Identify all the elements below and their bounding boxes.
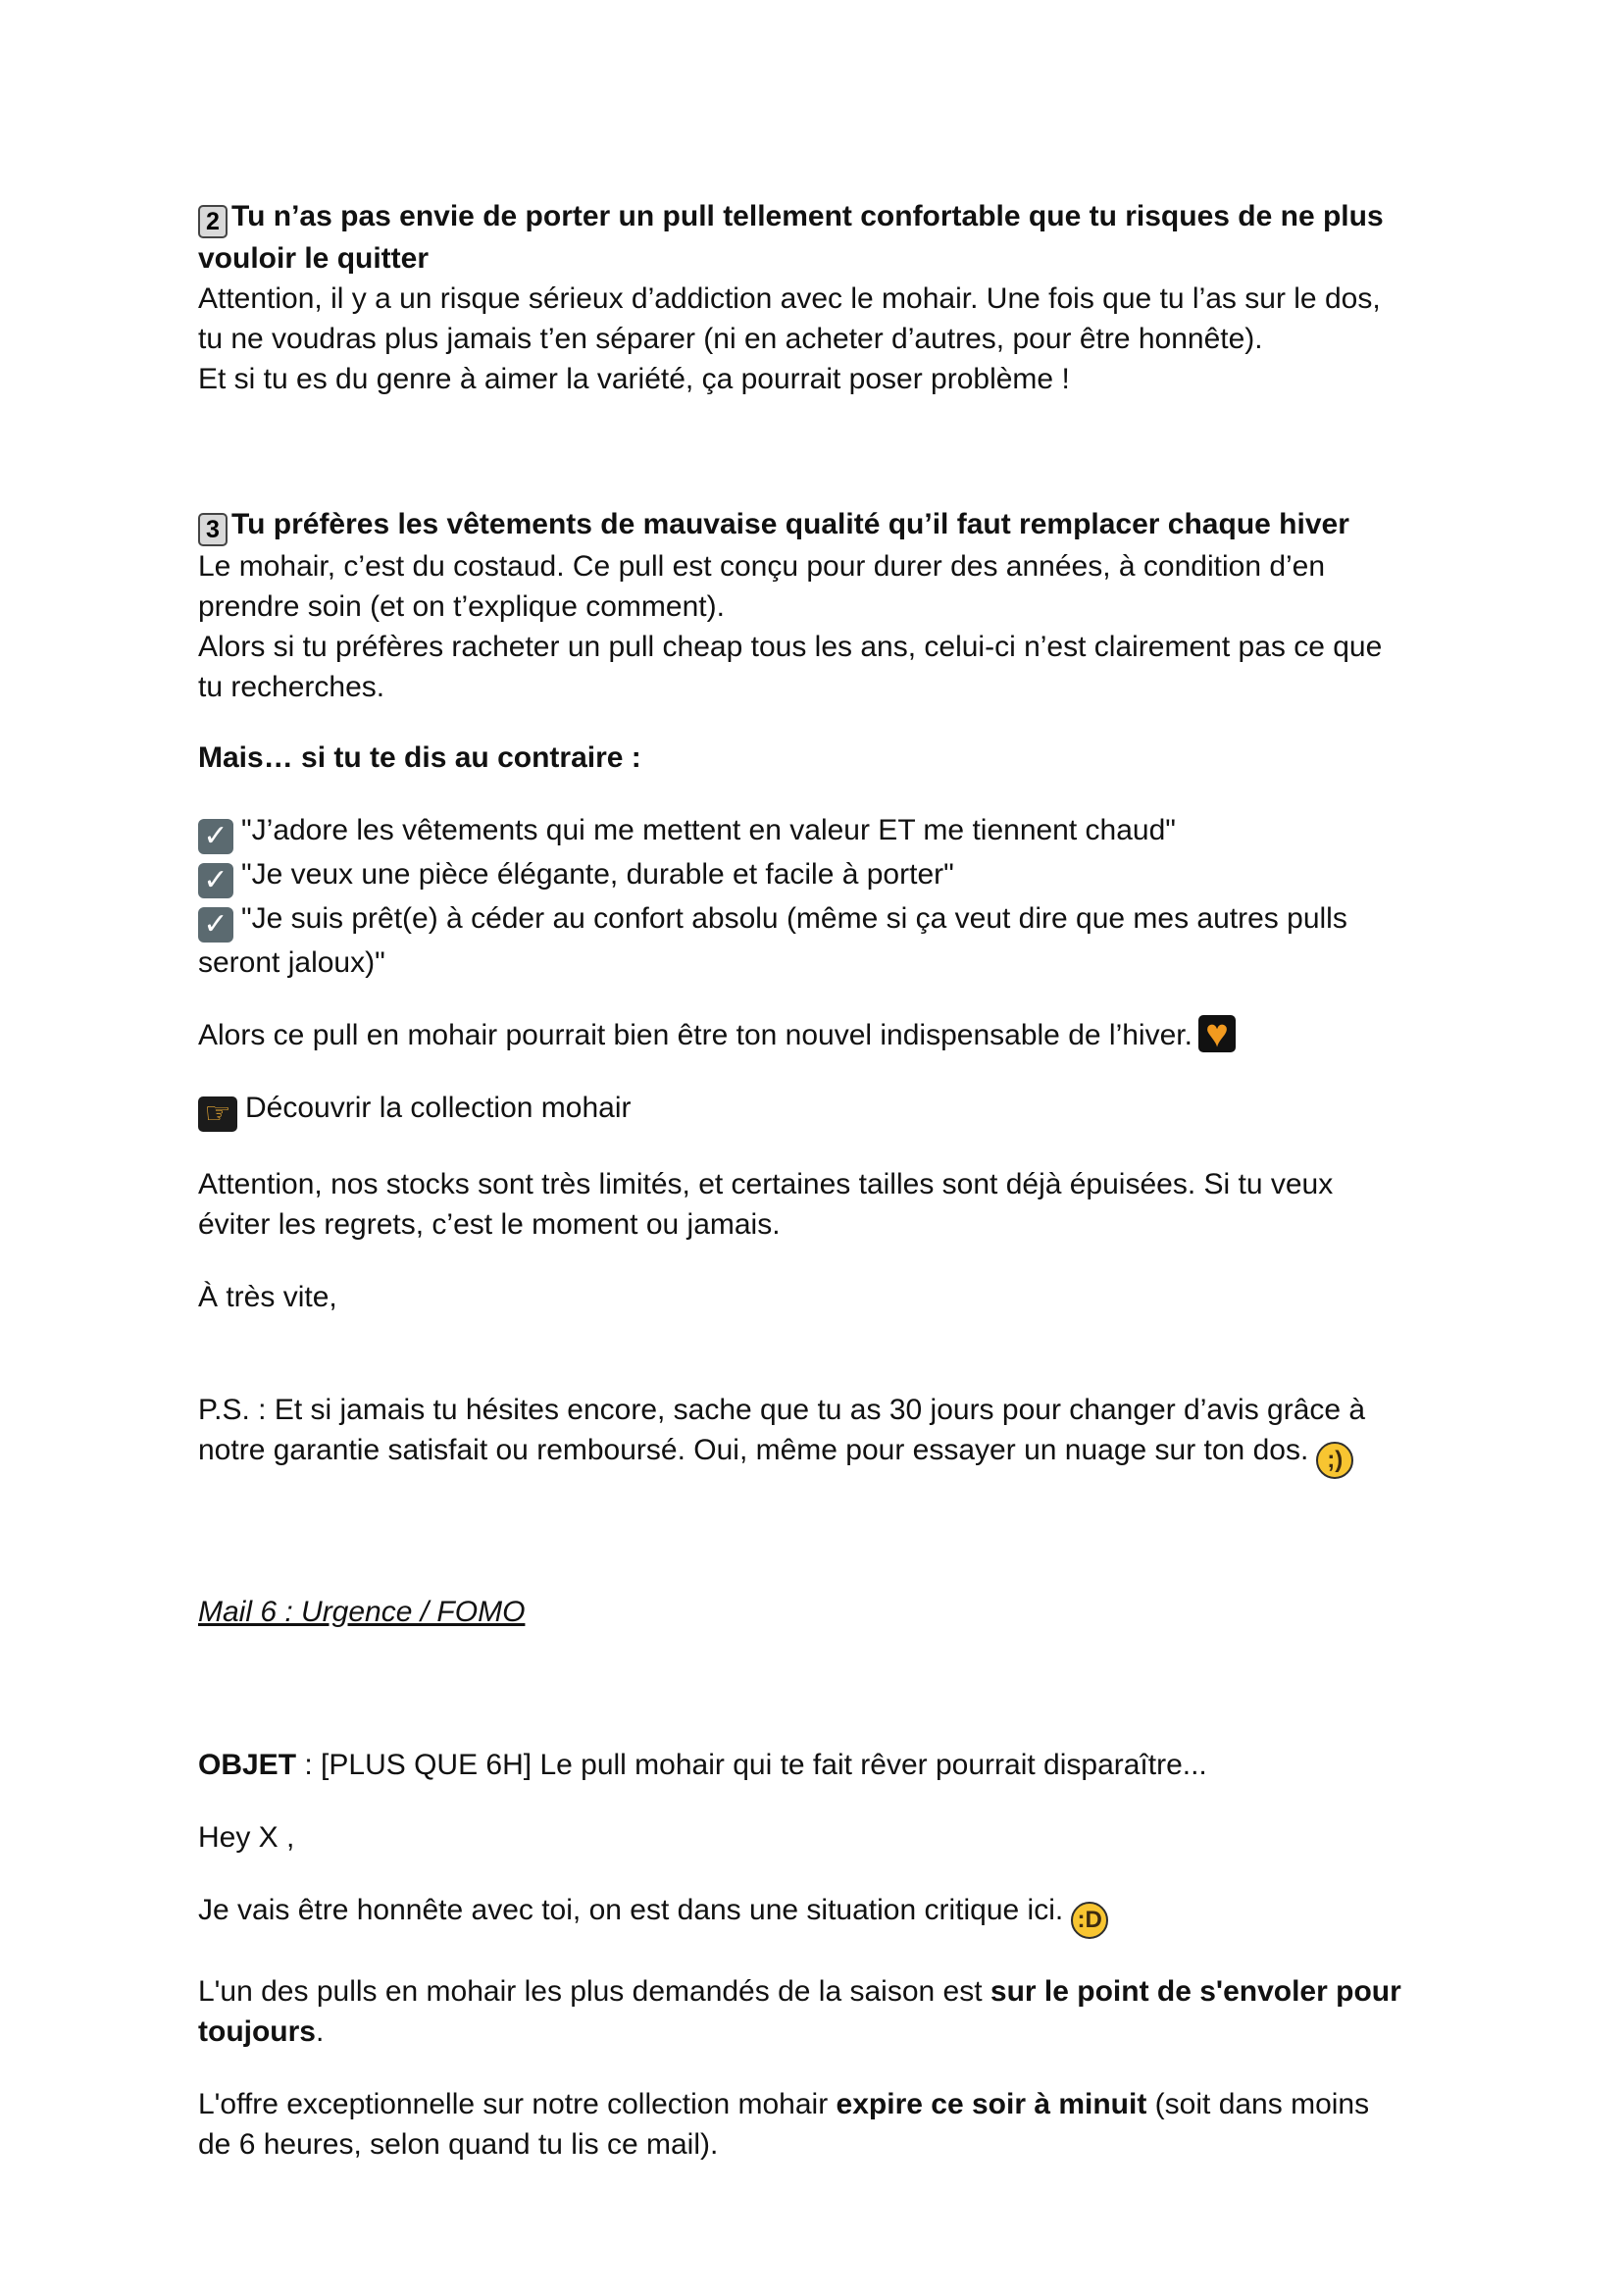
quote-item-2 xyxy=(198,854,1444,898)
document-page xyxy=(198,196,1444,2165)
mail-6-title: Mail 6 : Urgence / FOMO xyxy=(198,1596,526,1628)
signoff: À très vite, xyxy=(198,1281,337,1313)
subject-line xyxy=(198,1745,1444,1785)
pulls-line-1 xyxy=(198,1971,1444,2012)
section-2-body-line-1: Attention, il y a un risque sérieux d’addiction avec le mohair. Une fois que tu l’as sur le dos, xyxy=(198,282,1381,315)
pulls-text: L'un des pulls en mohair les plus demandés de la saison est xyxy=(198,1975,990,2008)
section-3-body-line-3: Alors si tu préfères racheter un pull cheap tous les ans, celui-ci n’est clairement pas ce que xyxy=(198,631,1383,663)
quote-2-text: "Je veux une pièce élégante, durable et facile à porter" xyxy=(241,858,954,891)
keycap-2-icon: 2 xyxy=(198,205,228,238)
offer-line-2: de 6 heures, selon quand tu lis ce mail). xyxy=(198,2128,719,2161)
critical-text: Je vais être honnête avec toi, on est dans une situation critique ici. xyxy=(198,1894,1064,1926)
orange-heart-icon xyxy=(1198,1015,1236,1052)
section-3-body-line-4: tu recherches. xyxy=(198,671,385,703)
quote-item-3 xyxy=(198,898,1444,943)
pulls-period: . xyxy=(316,2015,325,2048)
quote-3-text-line-2: seront jaloux)" xyxy=(198,946,385,979)
critical-line xyxy=(198,1890,1444,1939)
conclusion-text: Alors ce pull en mohair pourrait bien être ton nouvel indispensable de l’hiver. xyxy=(198,1019,1193,1051)
conclusion-line xyxy=(198,1015,1444,1055)
winking-face-icon: ;) xyxy=(1316,1442,1353,1479)
section-3-body-line-1: Le mohair, c’est du costaud. Ce pull est conçu pour durer des années, à condition d’en xyxy=(198,550,1326,583)
quote-1-text: "J’adore les vêtements qui me mettent en valeur ET me tiennent chaud" xyxy=(241,814,1176,846)
ps-line-1: P.S. : Et si jamais tu hésites encore, sache que tu as 30 jours pour changer d’avis grâce à xyxy=(198,1394,1366,1426)
pointing-right-icon: ☞ xyxy=(198,1096,237,1132)
ps-line-2 xyxy=(198,1430,1444,1479)
pulls-line-2 xyxy=(198,2012,1444,2052)
cta-link[interactable]: Découvrir la collection mohair xyxy=(245,1092,632,1124)
offer-text: L'offre exceptionnelle sur notre collection mohair xyxy=(198,2088,837,2120)
section-2-body-line-2: tu ne voudras plus jamais t’en séparer (ni en acheter d’autres, pour être honnête). xyxy=(198,323,1263,355)
keycap-3-icon: 3 xyxy=(198,513,228,546)
section-2-title-line-1 xyxy=(198,196,1444,238)
section-2-title: Tu n’as pas envie de porter un pull tellement confortable que tu risques de ne plus xyxy=(231,200,1384,232)
stock-line-1: Attention, nos stocks sont très limités, et certaines tailles sont déjà épuisées. Si tu veux xyxy=(198,1168,1334,1200)
section-2-title-line-2: vouloir le quitter xyxy=(198,242,430,275)
offer-text-after: (soit dans moins xyxy=(1146,2088,1370,2120)
subject-text: : [PLUS QUE 6H] Le pull mohair qui te fait rêver pourrait disparaître... xyxy=(296,1749,1207,1781)
quote-item-1 xyxy=(198,810,1444,854)
offer-bold: expire ce soir à minuit xyxy=(836,2088,1147,2120)
greeting: Hey X , xyxy=(198,1821,295,1854)
quote-3-text: "Je suis prêt(e) à céder au confort absolu (même si ça veut dire que mes autres pulls xyxy=(241,902,1347,935)
subject-label: OBJET xyxy=(198,1749,297,1781)
pulls-bold: sur le point de s'envoler pour xyxy=(990,1975,1401,2008)
grinning-sweat-face-icon: :D xyxy=(1071,1902,1108,1939)
section-3-body-line-2: prendre soin (et on t’explique comment). xyxy=(198,590,725,623)
section-3-title-line xyxy=(198,504,1444,546)
contrary-heading: Mais… si tu te dis au contraire : xyxy=(198,741,641,774)
stock-line-2: éviter les regrets, c’est le moment ou jamais. xyxy=(198,1208,781,1241)
check-mark-button-icon: ✓ xyxy=(198,819,233,854)
check-mark-button-icon: ✓ xyxy=(198,863,233,898)
pulls-bold-end: toujours xyxy=(198,2015,316,2048)
offer-line-1 xyxy=(198,2084,1444,2124)
section-3-title: Tu préfères les vêtements de mauvaise qualité qu’il faut remplacer chaque hiver xyxy=(231,508,1349,540)
check-mark-button-icon: ✓ xyxy=(198,907,233,943)
section-2-body-line-3: Et si tu es du genre à aimer la variété, ça pourrait poser problème ! xyxy=(198,363,1070,395)
ps-text: notre garantie satisfait ou remboursé. Oui, même pour essayer un nuage sur ton dos. xyxy=(198,1434,1309,1466)
cta-line[interactable] xyxy=(198,1088,1444,1132)
